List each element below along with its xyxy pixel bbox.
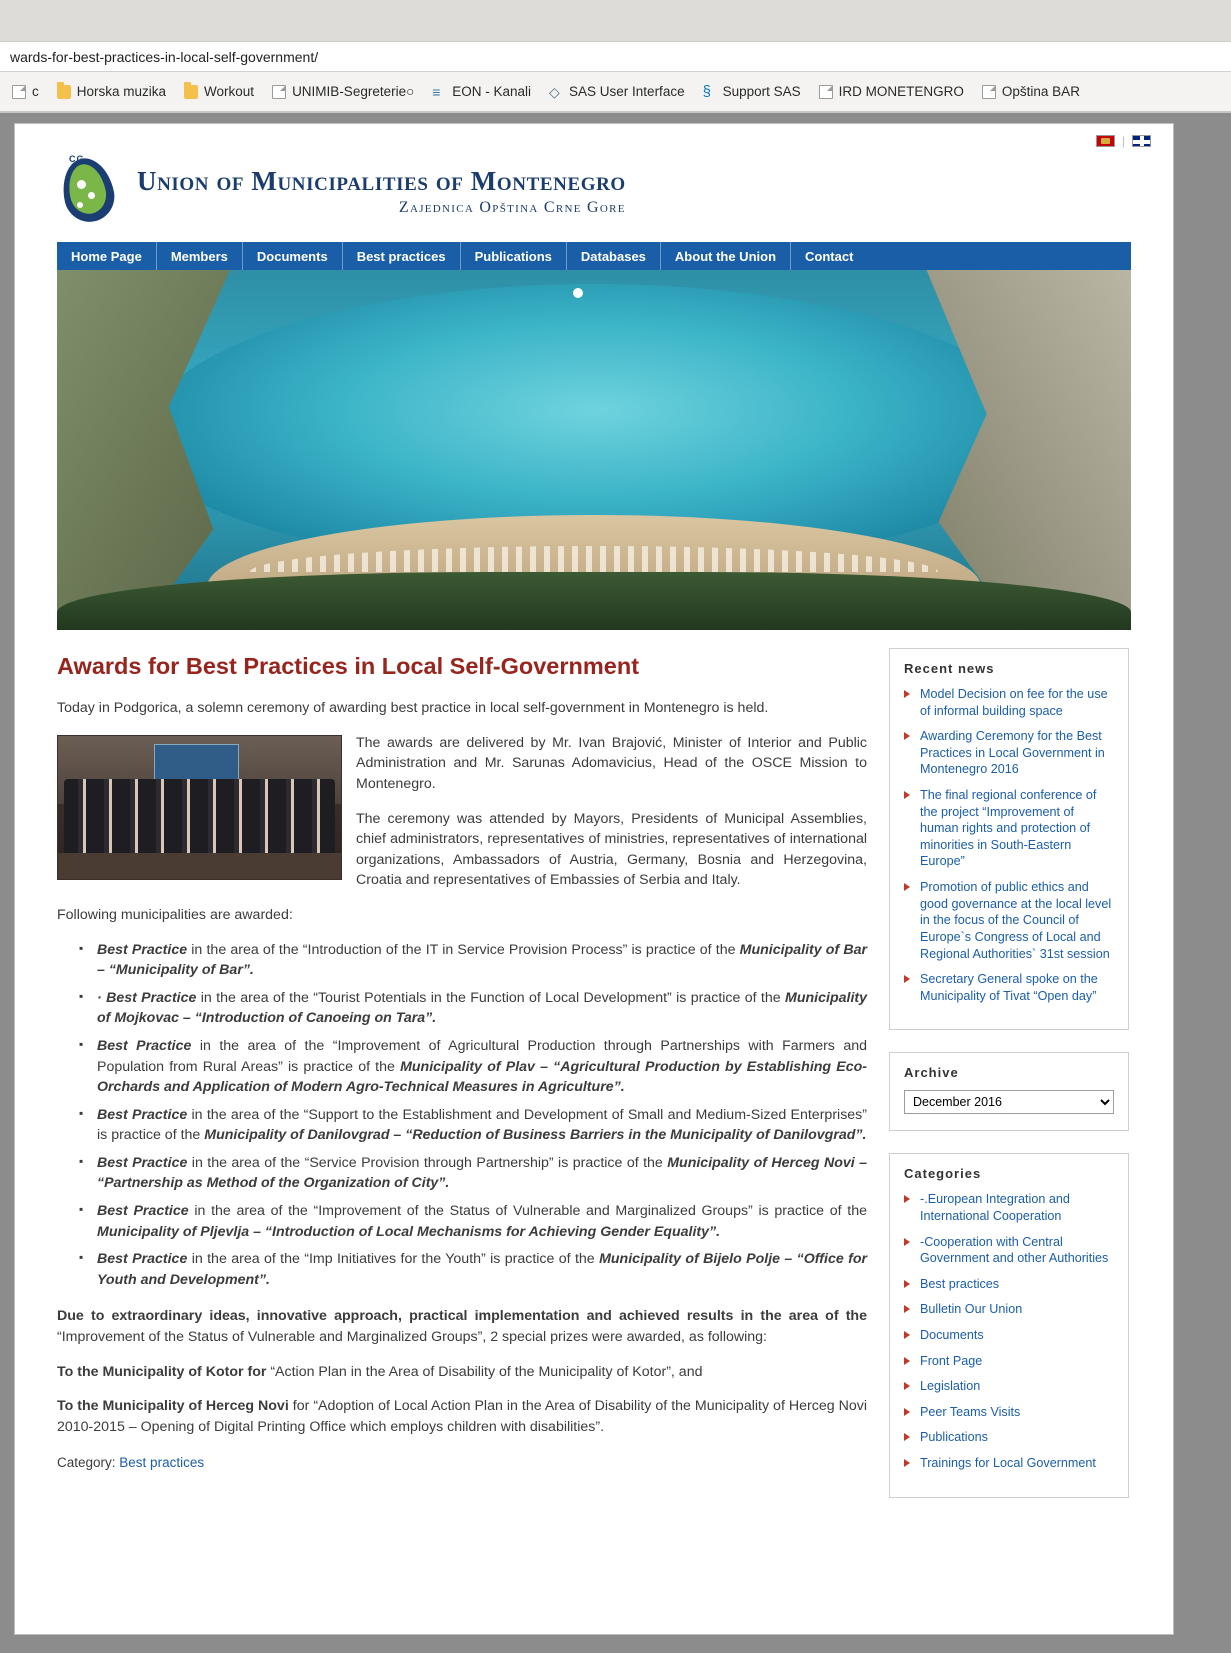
award-suffix: Municipality of Bijelo Polje – “Office for Youth and Development”.	[97, 1251, 868, 1288]
category-link[interactable]: Publications	[920, 1430, 988, 1445]
category-link[interactable]: Best practices	[920, 1276, 1000, 1291]
recent-news-link[interactable]: Awarding Ceremony for the Best Practices in Local Government in Montenegro 2016	[920, 729, 1105, 777]
category-link[interactable]: Bulletin Our Union	[920, 1302, 1023, 1317]
article-body	[57, 698, 867, 1470]
list-item	[97, 1105, 867, 1146]
page-content	[15, 630, 1173, 1520]
main-navigation[interactable]	[57, 242, 1131, 270]
list-item[interactable]	[904, 1429, 1114, 1446]
list-item[interactable]	[904, 879, 1114, 962]
special-prizes-bold: Due to extraordinary ideas, innovative approach, practical implementation and achieved results in the area of the	[57, 1308, 867, 1325]
award-prefix: · Best Practice	[97, 989, 197, 1006]
hero-banner-image	[57, 270, 1131, 630]
award-prefix: Best Practice	[97, 1106, 188, 1123]
montenegro-flag-icon[interactable]	[1096, 135, 1115, 147]
sas-icon: §	[702, 82, 711, 100]
bookmark-item[interactable]	[541, 81, 693, 102]
article-paragraph-1: The awards are delivered by Mr. Ivan Brajović, Minister of Interior and Public Administration and Mr. Sarunas Adomavicius, Head of the OSCE Mission to Montenegro.	[356, 734, 867, 792]
award-suffix: Municipality of Pljevlja – “Introduction of Local Mechanisms for Achieving Gender Equality”.	[97, 1223, 721, 1240]
brand-text	[137, 166, 626, 217]
bookmark-label: IRD MONETENGRO	[838, 84, 964, 99]
list-item[interactable]	[904, 971, 1114, 1004]
list-item[interactable]	[904, 1191, 1114, 1224]
award-middle: in the area of the “Imp Initiatives for the Youth” is practice of the	[187, 1251, 600, 1268]
document-icon	[272, 85, 286, 99]
eon-icon: ≡	[432, 83, 441, 100]
bookmark-item[interactable]	[811, 81, 972, 102]
article-column	[57, 648, 867, 1520]
award-suffix: Municipality of Plav – “Agricultural Production by Establishing Eco-Orchards and Application of Modern Agro-Technical Measures in Agriculture”.	[97, 1058, 867, 1096]
bookmark-label: Opština BAR	[1001, 84, 1080, 99]
bookmark-label: SAS User Interface	[569, 84, 685, 99]
recent-news-title: Recent news	[904, 661, 995, 676]
list-item[interactable]	[904, 787, 1114, 870]
list-item[interactable]	[904, 1234, 1114, 1267]
folder-icon	[57, 85, 71, 99]
category-link[interactable]: Documents	[920, 1328, 984, 1343]
special-prizes-paragraph	[57, 1306, 867, 1347]
diamond-icon: ◇	[549, 83, 560, 100]
categories-title: Categories	[904, 1166, 982, 1182]
list-item	[97, 1201, 867, 1242]
bookmark-label: c	[32, 84, 39, 99]
categories-list	[904, 1191, 1114, 1471]
nav-item-publications[interactable]: Publications	[461, 242, 567, 270]
bookmark-label: Horska muzika	[76, 84, 167, 99]
categories-widget	[889, 1153, 1129, 1497]
list-item[interactable]	[904, 1404, 1114, 1421]
special-prizes-rest: “Improvement of the Status of Vulnerable and Marginalized Groups”, 2 special prizes were awarded, as following:	[57, 1329, 767, 1346]
award-suffix: Municipality of Danilovgrad – “Reduction of Business Barriers in the Municipality of Danilovgrad”.	[204, 1127, 867, 1144]
uk-flag-icon[interactable]	[1132, 135, 1151, 147]
document-icon	[12, 85, 26, 99]
awards-list	[57, 940, 867, 1291]
nav-item-databases[interactable]: Databases	[567, 242, 661, 270]
browser-tab-strip[interactable]	[0, 0, 1231, 42]
award-prefix: Best Practice	[97, 1203, 189, 1220]
award-prefix: Best Practice	[97, 941, 188, 958]
ceremony-photo	[57, 735, 342, 880]
nav-item-documents[interactable]: Documents	[243, 242, 343, 270]
recent-news-widget	[889, 648, 1129, 1030]
bookmark-item[interactable]	[264, 81, 422, 102]
page-title: Awards for Best Practices in Local Self-Government	[57, 653, 640, 679]
nav-item-contact[interactable]: Contact	[805, 248, 854, 264]
list-item	[97, 1249, 867, 1290]
recent-news-link[interactable]: The final regional conference of the project “Improvement of human rights and protection of minorities in South-Eastern Europe”	[920, 788, 1097, 869]
list-item[interactable]	[904, 1378, 1114, 1395]
folder-icon	[184, 85, 198, 99]
archive-select[interactable]	[904, 1090, 1114, 1114]
bookmark-item[interactable]	[695, 81, 809, 102]
herceg-novi-rest: for “Adoption of Local Action Plan in the Area of Disability of the Municipality of Herceg Novi 2010-2015 – Opening of Digital Printing Office which employs children with disabilities”.	[57, 1398, 867, 1435]
category-link[interactable]: Best practices	[119, 1455, 205, 1471]
bookmark-item[interactable]	[424, 81, 539, 102]
nav-item-best-practices[interactable]: Best practices	[343, 242, 461, 270]
bookmark-label: EON - Kanali	[452, 84, 532, 99]
brand-line-2: Zajednica Opština Crne Gore	[398, 198, 626, 216]
award-prefix: Best Practice	[97, 1251, 188, 1268]
nav-item-about-the-union[interactable]: About the Union	[661, 242, 791, 270]
category-line	[57, 1455, 867, 1470]
bookmark-item[interactable]	[4, 81, 47, 102]
kotor-bold: To the Municipality of Kotor for	[57, 1363, 271, 1380]
archive-title: Archive	[904, 1065, 959, 1081]
union-logo-icon	[57, 154, 121, 228]
list-item	[97, 940, 867, 981]
url-text: wards-for-best-practices-in-local-self-government/	[10, 48, 319, 65]
bookmark-item[interactable]	[974, 81, 1088, 102]
language-switcher[interactable]	[15, 124, 1173, 148]
bookmark-item[interactable]	[176, 81, 262, 102]
recent-news-list	[904, 686, 1114, 1004]
recent-news-link[interactable]: Secretary General spoke on the Municipality of Tivat “Open day”	[920, 972, 1098, 1003]
website-container	[14, 123, 1174, 1635]
kotor-rest: “Action Plan in the Area of Disability of the Municipality of Kotor”, and	[270, 1363, 703, 1380]
award-prefix: Best Practice	[97, 1037, 192, 1054]
category-link[interactable]: -.European Integration and International Cooperation	[920, 1192, 1070, 1223]
award-middle: in the area of the “Improvement of the Status of Vulnerable and Marginalized Groups” is practice of the	[188, 1203, 867, 1220]
list-item[interactable]	[904, 728, 1114, 778]
award-suffix: Municipality of Mojkovac – “Introduction of Canoeing on Tara”.	[97, 989, 867, 1027]
category-link[interactable]: Legislation	[920, 1379, 981, 1394]
kotor-paragraph	[57, 1362, 867, 1383]
list-item[interactable]	[904, 686, 1114, 719]
bookmark-label: Support SAS	[722, 84, 801, 99]
address-bar[interactable]	[0, 42, 1231, 72]
nav-item-members[interactable]: Members	[157, 242, 243, 270]
browser-chrome	[0, 0, 1231, 113]
list-item	[97, 988, 867, 1029]
list-item[interactable]	[904, 1455, 1114, 1472]
bookmark-label: Workout	[204, 84, 255, 99]
article-intro: Today in Podgorica, a solemn ceremony of awarding best practice in local self-government in Montenegro is held.	[57, 700, 769, 717]
list-item	[97, 1036, 867, 1098]
document-icon	[819, 85, 833, 99]
bookmark-item[interactable]	[49, 81, 174, 102]
awards-lead-in: Following municipalities are awarded:	[57, 906, 293, 923]
category-link[interactable]: -Cooperation with Central Government and other Authorities	[920, 1234, 1109, 1266]
site-brand[interactable]	[15, 148, 1173, 242]
award-suffix: Municipality of Herceg Novi – “Partnership as Method of the Organization of City”.	[97, 1154, 868, 1192]
award-middle: in the area of the “Service Provision through Partnership” is practice of the	[187, 1154, 668, 1171]
brand-line-1: Union of Municipalities of Montenegro	[137, 165, 626, 196]
award-middle: in the area of the “Tourist Potentials in the Function of Local Development” is practice of the	[196, 989, 786, 1006]
award-prefix: Best Practice	[97, 1154, 188, 1171]
list-item[interactable]	[904, 1276, 1114, 1293]
list-item[interactable]	[904, 1353, 1114, 1370]
award-middle: in the area of the “Support to the Establishment and Development of Small and Medium-Sized Enterprises” is practice of the	[97, 1106, 867, 1144]
list-item	[97, 1153, 867, 1194]
recent-news-link[interactable]: Promotion of public ethics and good governance at the local level in the focus of the Council of Europe`s Congress of Local and Regional Authorities` 31st session	[920, 880, 1112, 961]
nav-item-home-page[interactable]: Home Page	[57, 242, 157, 270]
article-paragraph-2: The ceremony was attended by Mayors, Presidents of Municipal Assemblies, chief administrators, representatives of ministries, representatives of international organizations, Ambassadors of Austria, Germany, Bosnia and Herzegovina, Croatia and representatives of Embassies of Serbia and Italy.	[356, 810, 867, 889]
list-item[interactable]	[904, 1327, 1114, 1344]
category-label: Category:	[57, 1455, 116, 1471]
award-middle: in the area of the “Improvement of Agricultural Production through Partnerships with Farmers and Population from Rural Areas” is practice of the	[97, 1037, 868, 1075]
bookmarks-bar[interactable]	[0, 72, 1231, 112]
category-link[interactable]: Front Page	[920, 1353, 983, 1368]
category-link[interactable]: Trainings for Local Government	[920, 1456, 1096, 1471]
award-middle: in the area of the “Introduction of the IT in Service Provision Process” is practice of the	[187, 941, 740, 958]
list-item[interactable]	[904, 1301, 1114, 1318]
herceg-novi-paragraph	[57, 1396, 867, 1437]
language-divider: |	[1121, 134, 1125, 148]
archive-widget	[889, 1052, 1129, 1131]
sidebar	[889, 648, 1129, 1520]
bookmark-label: UNIMIB-Segreterie○	[292, 84, 415, 99]
document-icon	[982, 85, 996, 99]
award-suffix: Municipality of Bar – “Municipality of Bar”.	[97, 941, 867, 979]
category-link[interactable]: Peer Teams Visits	[920, 1404, 1021, 1419]
page-viewport	[0, 113, 1231, 1635]
logo-text: CG	[69, 154, 85, 164]
herceg-novi-bold: To the Municipality of Herceg Novi	[57, 1398, 293, 1415]
recent-news-link[interactable]: Model Decision on fee for the use of informal building space	[920, 687, 1108, 718]
